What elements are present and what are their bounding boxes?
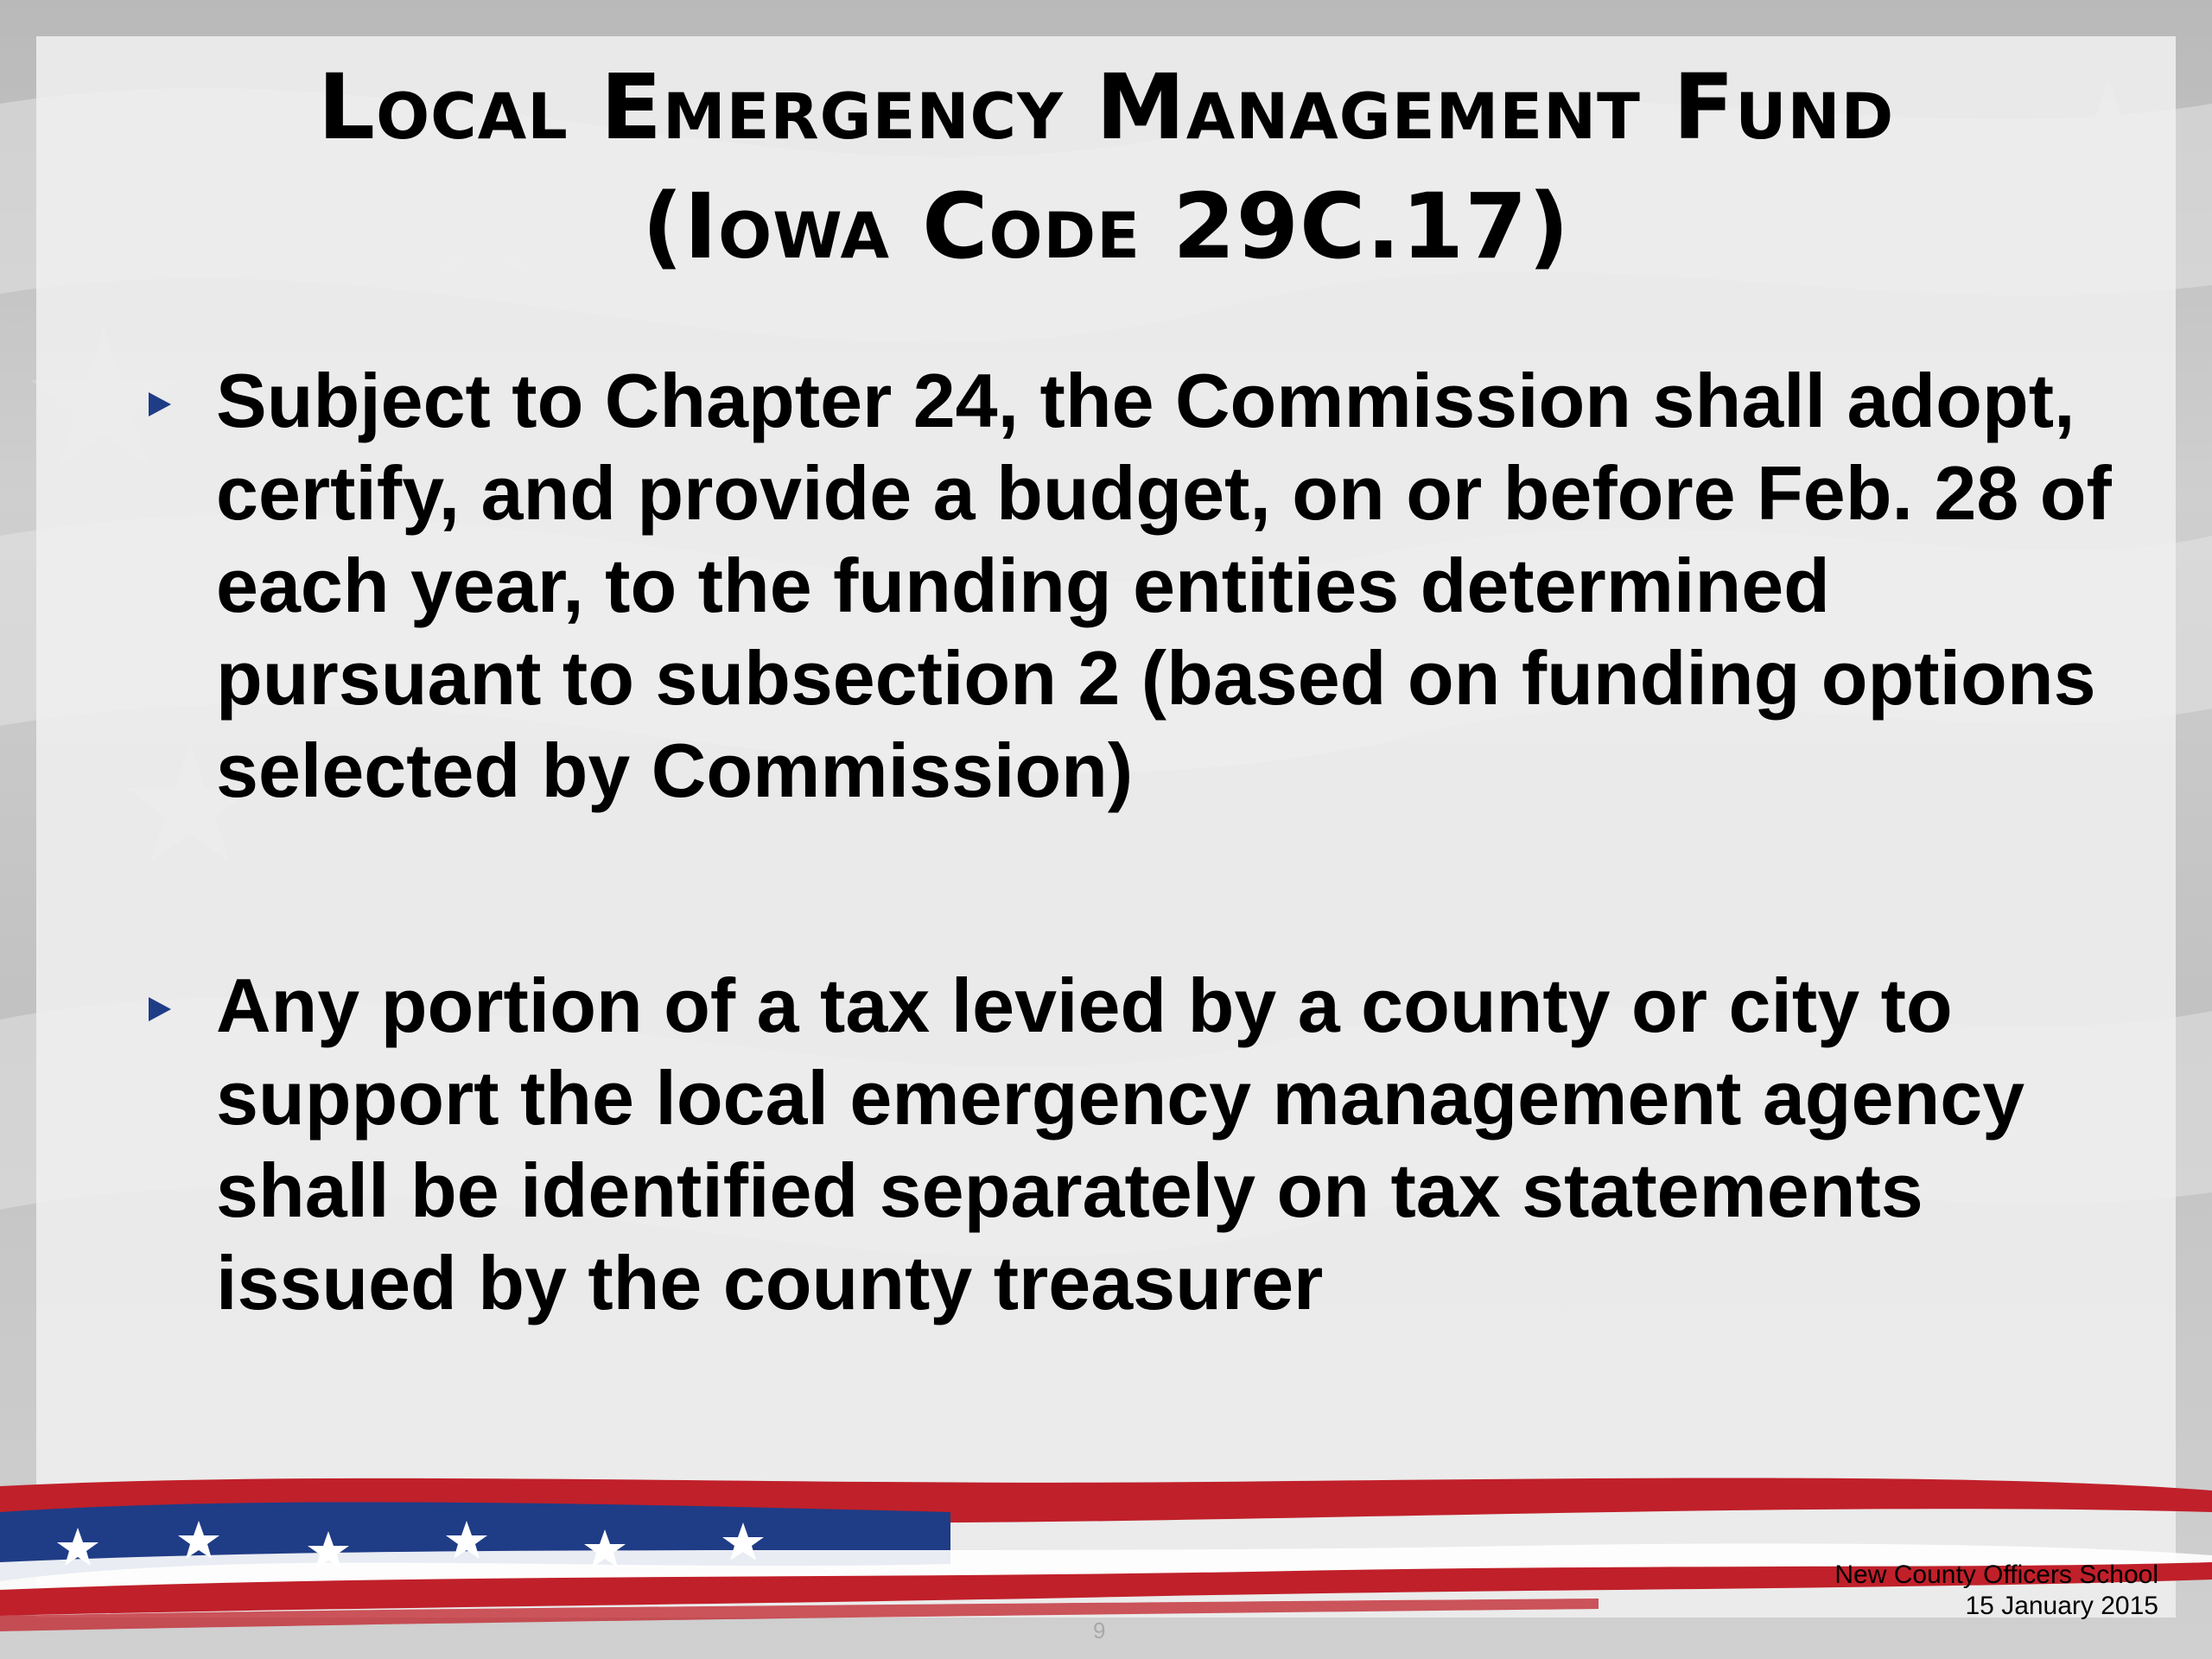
slide-title-line-2: (Iowa Code 29C.17): [641, 174, 1571, 279]
triangle-bullet-icon: [149, 997, 171, 1021]
bullet-list: [138, 354, 2117, 1329]
bullet-text-budget: Subject to Chapter 24, the Commission shall adopt, certify, and provide a budget, on or before Feb. 28 of each year, to the funding entities determined pursuant to subsection 2 (based on funding options selected by Commission): [216, 358, 2112, 813]
bullet-text-tax: Any portion of a tax levied by a county or city to support the local emergency management agency shall be identified separately on tax statements issued by the county treasurer: [216, 963, 2025, 1325]
bullet-item-tax: [138, 959, 2117, 1329]
footer-text: [1834, 1560, 2158, 1622]
footer-school-name: New County Officers School: [1834, 1560, 2158, 1589]
page-number: 9: [1093, 1618, 1106, 1643]
footer-date: 15 January 2015: [1965, 1592, 2158, 1620]
slide-title-line-1: Local Emergency Management Fund: [317, 54, 1895, 160]
slide-title: [0, 48, 2212, 286]
bullet-item-budget: [138, 354, 2117, 817]
triangle-bullet-icon: [149, 392, 171, 416]
